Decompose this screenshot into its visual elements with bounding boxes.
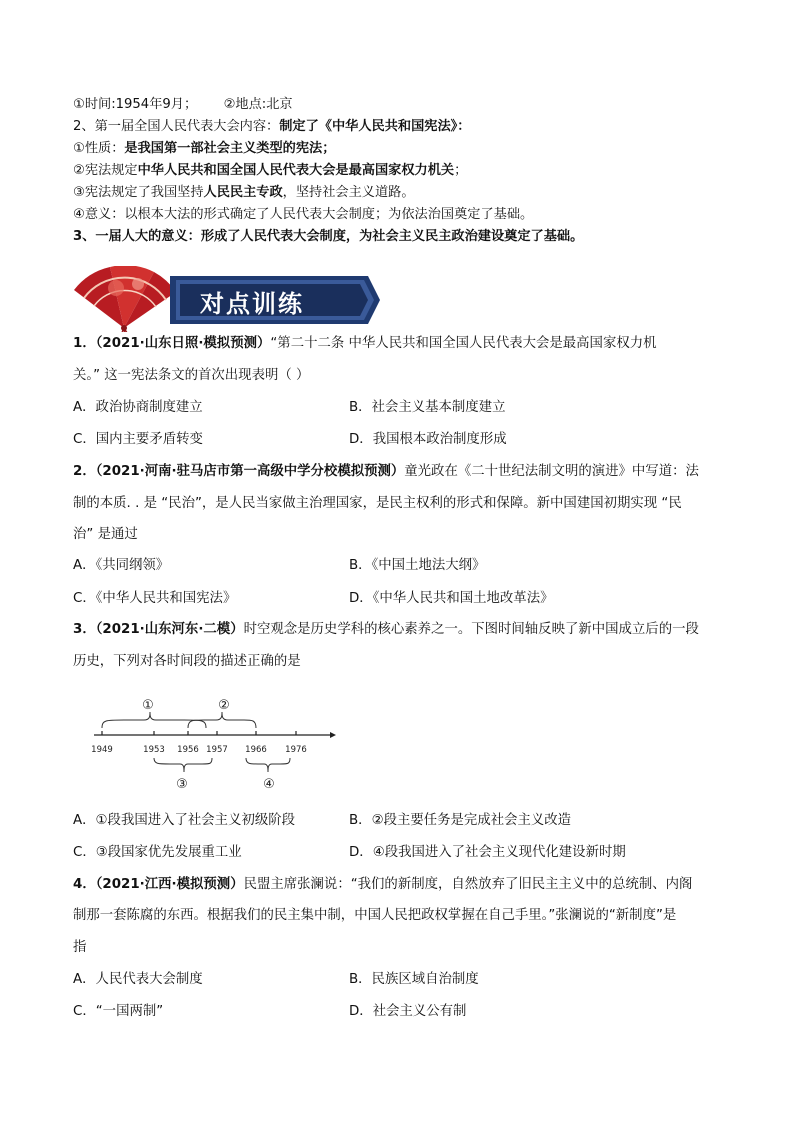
dictatorship-text: 人民民主专政	[203, 185, 283, 200]
q1-option-b[interactable]: B．社会主义基本制度建立	[349, 400, 506, 415]
knowledge-line-3	[73, 140, 335, 158]
q2-option-c[interactable]: C．《中华人民共和国宪法》	[73, 591, 237, 606]
question-number: 2．	[73, 464, 96, 479]
brace-4	[246, 758, 290, 772]
question-text: 关。” 这一宪法条文的首次出现表明（ ）	[73, 368, 310, 383]
punct: ；	[454, 163, 468, 178]
q2-option-b[interactable]: B．《中国土地法大纲》	[349, 558, 486, 573]
brace-1	[102, 712, 206, 728]
brace-2	[188, 712, 256, 728]
marker-3: ③	[176, 777, 188, 792]
q4-option-a[interactable]: A．人民代表大会制度	[73, 972, 203, 987]
q1-option-c[interactable]: C．国内主要矛盾转变	[73, 432, 203, 447]
question-number: 3．	[73, 622, 96, 637]
marker-1: ①	[142, 698, 154, 713]
marker-4: ④	[263, 777, 275, 792]
question-text: 民盟主席张澜说：“我们的新制度，自然放弃了旧民主主义中的总统制、内阁	[243, 877, 693, 892]
q4-option-c[interactable]: C．“一国两制”	[73, 1004, 164, 1019]
question-number: 4．	[73, 877, 96, 892]
question-2-line-3: 治” 是通过	[73, 527, 138, 542]
time-text: ①时间:1954年9月；	[73, 97, 198, 112]
knowledge-line-5	[73, 184, 415, 202]
question-source: （2021·江西·模拟预测）	[95, 877, 244, 892]
q2-option-a[interactable]: A．《共同纲领》	[73, 558, 170, 573]
knowledge-line-7: 3、一届人大的意义：形成了人民代表大会制度，为社会主义民主政治建设奠定了基础。	[73, 229, 584, 244]
knowledge-line-4	[73, 162, 467, 180]
q1-option-a[interactable]: A．政治协商制度建立	[73, 400, 203, 415]
section-title: 对点训练	[200, 289, 304, 318]
q4-option-b[interactable]: B．民族区域自治制度	[349, 972, 479, 987]
socialism-text: ，坚持社会主义道路。	[282, 185, 415, 200]
q3-option-a[interactable]: A．①段我国进入了社会主义初级阶段	[73, 813, 296, 828]
question-4-line-2: 制那一套陈腐的东西。根据我们的民主集中制，中国人民把政权掌握在自己手里。”张澜说的“新制度”是	[73, 908, 677, 923]
q3-option-d[interactable]: D．④段我国进入了社会主义现代化建设新时期	[349, 845, 626, 860]
nature-label: ①性质：	[73, 141, 125, 156]
question-4-line-3: 指	[73, 940, 87, 955]
content-text: 制定了《中华人民共和国宪法》：	[279, 119, 471, 134]
constitution-label: ②宪法规定	[73, 163, 138, 178]
year-label: 1957	[206, 745, 228, 755]
question-3	[73, 620, 699, 640]
year-label: 1976	[285, 745, 307, 755]
question-1-line-2	[73, 366, 309, 386]
question-4	[73, 875, 692, 895]
arrow-icon	[330, 732, 336, 738]
question-text: 时空观念是历史学科的核心素养之一。下图时间轴反映了新中国成立后的一段	[243, 622, 699, 637]
year-label: 1953	[143, 745, 165, 755]
year-label: 1956	[177, 745, 199, 755]
year-label: 1949	[91, 745, 113, 755]
place-text: ②地点:北京	[223, 97, 293, 112]
question-2	[73, 462, 699, 482]
year-label: 1966	[245, 745, 267, 755]
question-number: 1．	[73, 336, 96, 351]
knowledge-line-6: ④意义：以根本大法的形式确定了人民代表大会制度；为依法治国奠定了基础。	[73, 207, 534, 222]
knowledge-line-2	[73, 118, 470, 136]
q2-option-d[interactable]: D．《中华人民共和国土地改革法》	[349, 591, 554, 606]
q3-option-b[interactable]: B．②段主要任务是完成社会主义改造	[349, 813, 572, 828]
section-header	[72, 266, 382, 332]
q4-option-d[interactable]: D．社会主义公有制	[349, 1004, 467, 1019]
question-source: （2021·山东日照·模拟预测）	[95, 336, 271, 351]
content-label: 2、第一届全国人民代表大会内容：	[73, 119, 280, 134]
question-1	[73, 334, 657, 354]
question-source: （2021·山东河东·二模）	[95, 622, 244, 637]
question-text: “第二十二条 中华人民共和国全国人民代表大会是最高国家权力机	[270, 336, 657, 351]
timeline-diagram	[84, 690, 344, 795]
brace-3	[154, 758, 212, 772]
dictatorship-label: ③宪法规定了我国坚持	[73, 185, 204, 200]
question-3-line-2: 历史，下列对各时间段的描述正确的是	[73, 654, 301, 669]
knowledge-line-1	[73, 96, 293, 114]
constitution-text: 中华人民共和国全国人民代表大会是最高国家权力机关	[137, 163, 455, 178]
q1-option-d[interactable]: D．我国根本政治制度形成	[349, 432, 507, 447]
nature-text: 是我国第一部社会主义类型的宪法；	[124, 141, 336, 156]
question-text: 童光政在《二十世纪法制文明的演进》中写道：法	[404, 464, 699, 479]
q3-option-c[interactable]: C．③段国家优先发展重工业	[73, 845, 242, 860]
question-source: （2021·河南·驻马店市第一高级中学分校模拟预测）	[95, 464, 405, 479]
marker-2: ②	[218, 698, 230, 713]
question-2-line-2: 制的本质. . 是 “民治”，是人民当家做主治理国家，是民主权利的形式和保障。新中国建国初期实现 “民	[73, 496, 682, 511]
